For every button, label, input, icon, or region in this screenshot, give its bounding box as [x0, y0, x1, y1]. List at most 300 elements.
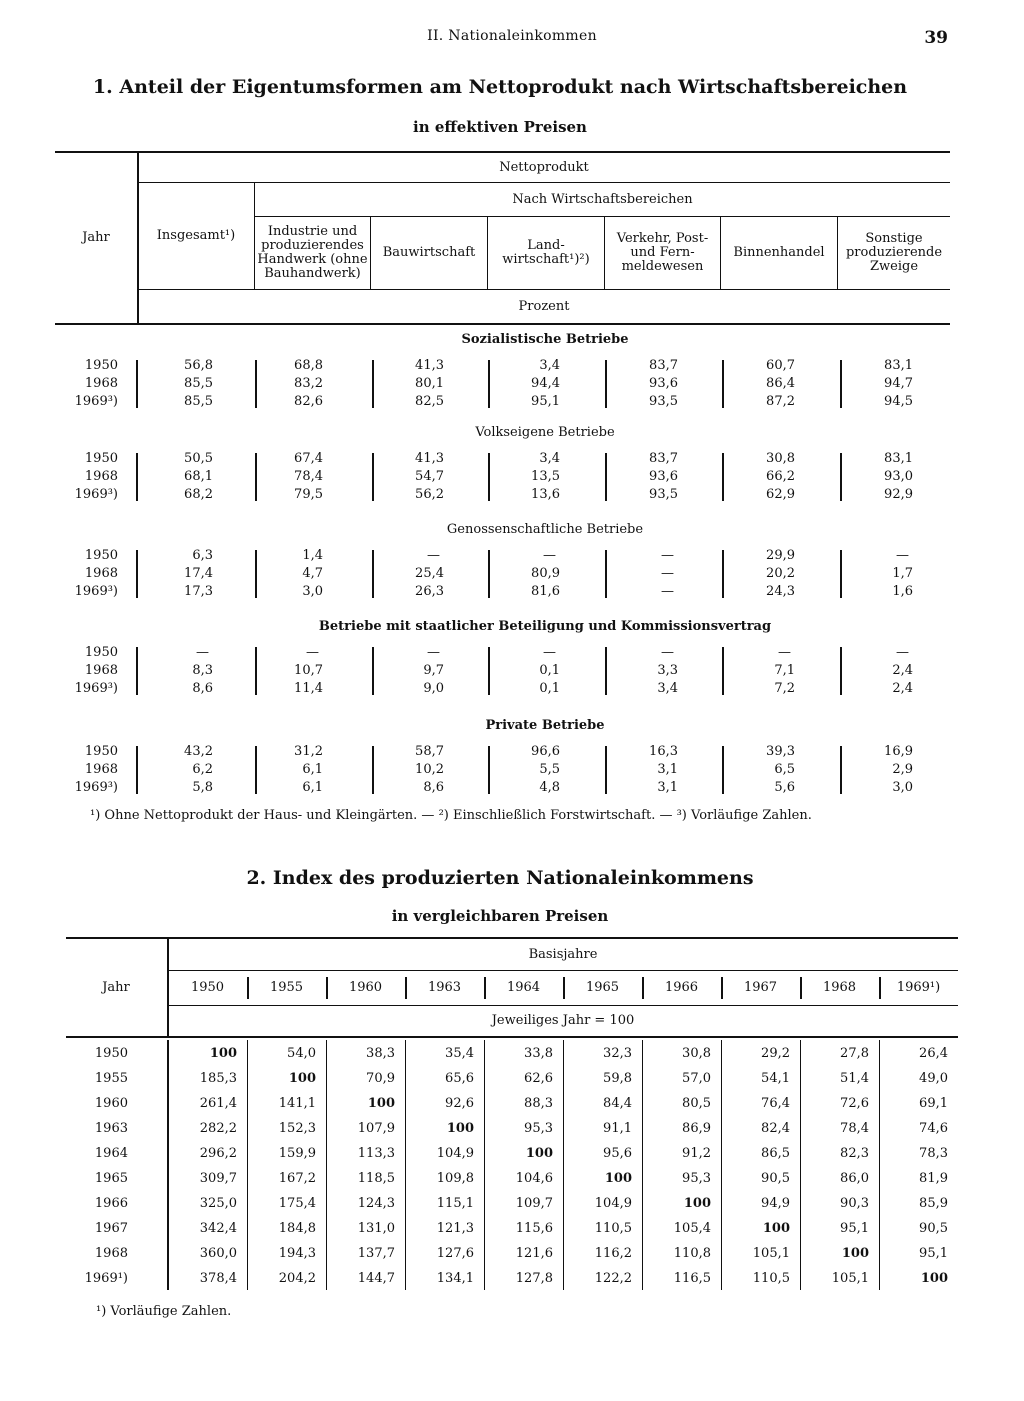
table1-column-separator — [840, 647, 842, 695]
table1-cell: 68,2 — [184, 487, 213, 502]
table2-cell: 35,4 — [445, 1046, 474, 1061]
table2-cell: 95,3 — [524, 1121, 553, 1136]
table1-cell: 6,2 — [192, 762, 213, 777]
table2-row-year: 1964 — [94, 1146, 128, 1161]
table1-cell: 3,4 — [539, 358, 560, 373]
table1-row-year: 1950 — [84, 744, 118, 759]
table2-cell: 92,6 — [445, 1096, 474, 1111]
table1-cell: 3,3 — [657, 663, 678, 678]
table1-cell: — — [778, 645, 791, 660]
table2-cell: 54,1 — [761, 1071, 790, 1086]
table1-section-label: Private Betriebe — [485, 718, 605, 733]
table1-column-separator — [840, 360, 842, 408]
table2-cell: 100 — [841, 1246, 869, 1261]
table1-column-separator — [372, 360, 374, 408]
table2-cell: 325,0 — [199, 1196, 237, 1211]
table2-cell: 378,4 — [199, 1271, 237, 1286]
table2-cell: 104,9 — [594, 1196, 632, 1211]
table1-row-year: 1950 — [84, 645, 118, 660]
table2-cell: 159,9 — [278, 1146, 316, 1161]
table2-cell: 105,4 — [673, 1221, 711, 1236]
table1-cell: 6,5 — [774, 762, 795, 777]
table1-cell: 3,4 — [539, 451, 560, 466]
table1-cell: 16,9 — [884, 744, 913, 759]
table2-row-year: 1955 — [94, 1071, 128, 1086]
table1-cell: 7,1 — [774, 663, 795, 678]
table1-cell: 83,2 — [294, 376, 323, 391]
table1-column-separator — [605, 453, 607, 501]
table2-column-header: 1966 — [664, 980, 699, 995]
table1-column-header: Bauwirtschaft — [382, 245, 476, 260]
table2-column-header: 1963 — [427, 980, 462, 995]
table1-cell: 11,4 — [294, 681, 323, 696]
table2-cell: 54,0 — [287, 1046, 316, 1061]
table1-cell: 26,3 — [415, 584, 444, 599]
table1-column-separator — [488, 746, 490, 794]
table2-row-year: 1965 — [94, 1171, 128, 1186]
table2-cell: 91,2 — [682, 1146, 711, 1161]
table2-cell: 282,2 — [199, 1121, 237, 1136]
table1-column-separator — [722, 746, 724, 794]
table2-cell: 175,4 — [278, 1196, 316, 1211]
table2-cell: 74,6 — [919, 1121, 948, 1136]
table1-cell: — — [661, 566, 674, 581]
table1-cell: 4,8 — [539, 780, 560, 795]
table1-cell: 94,4 — [531, 376, 560, 391]
running-head: II. Nationaleinkommen — [427, 28, 597, 44]
table1-column-separator — [255, 453, 257, 501]
table1-subtitle: in effektiven Preisen — [413, 118, 587, 136]
table2-cell: 65,6 — [445, 1071, 474, 1086]
table1-cell: 25,4 — [415, 566, 444, 581]
table2-cell: 86,5 — [761, 1146, 790, 1161]
table2-column-separator — [642, 977, 644, 999]
table1-cell: 16,3 — [649, 744, 678, 759]
page-number: 39 — [924, 28, 948, 48]
table1-cell: 17,3 — [184, 584, 213, 599]
table1-cell: 62,9 — [766, 487, 795, 502]
table2-cell: 127,6 — [436, 1246, 474, 1261]
table2-cell: 185,3 — [199, 1071, 237, 1086]
table2-column-header: 1964 — [506, 980, 541, 995]
table1-cell: 2,4 — [892, 663, 913, 678]
table2-cell: 94,9 — [761, 1196, 790, 1211]
table1-cell: 80,1 — [415, 376, 444, 391]
table2-cell: 95,1 — [840, 1221, 869, 1236]
table1-column-separator — [255, 550, 257, 598]
table1-cell: 93,5 — [649, 394, 678, 409]
table1-cell: 81,6 — [531, 584, 560, 599]
table1-cell: — — [661, 645, 674, 660]
table2-cell: 109,7 — [515, 1196, 553, 1211]
table1-column-separator — [840, 453, 842, 501]
table1-header-nettoprodukt: Nettoprodukt — [499, 159, 589, 175]
table1-cell: 5,5 — [539, 762, 560, 777]
table1-column-header: Land-wirtschaft¹)²) — [502, 238, 590, 267]
table1-cell: 1,7 — [892, 566, 913, 581]
table1-cell: 6,1 — [302, 762, 323, 777]
table1-cell: 83,1 — [884, 451, 913, 466]
table1-column-header: Insgesamt¹) — [156, 228, 236, 243]
table2-cell: 141,1 — [278, 1096, 316, 1111]
table2-header-jeweiliges: Jeweiliges Jahr = 100 — [491, 1013, 635, 1028]
table1-cell: 13,6 — [531, 487, 560, 502]
table2-cell: 137,7 — [357, 1246, 395, 1261]
table1-cell: 30,8 — [766, 451, 795, 466]
table1-cell: 58,7 — [415, 744, 444, 759]
table2-column-header: 1969¹) — [896, 980, 941, 995]
table2-cell: 115,1 — [436, 1196, 474, 1211]
table2-cell: 76,4 — [761, 1096, 790, 1111]
table2-cell: 204,2 — [278, 1271, 316, 1286]
table2-cell: 118,5 — [357, 1171, 395, 1186]
table1-cell: 29,9 — [766, 548, 795, 563]
table1-column-separator — [722, 550, 724, 598]
table1-cell: 95,1 — [531, 394, 560, 409]
table1-section-label: Sozialistische Betriebe — [461, 332, 629, 347]
table1-cell: — — [427, 645, 440, 660]
table1-cell: 41,3 — [415, 358, 444, 373]
table2-cell: 86,0 — [840, 1171, 869, 1186]
table1-column-separator — [488, 647, 490, 695]
table1-cell: — — [427, 548, 440, 563]
table2-body-vrule — [405, 1040, 406, 1290]
table2-cell: 127,8 — [515, 1271, 553, 1286]
table1-row-year: 1968 — [84, 469, 118, 484]
table2-cell: 100 — [209, 1046, 237, 1061]
table1-cell: 5,8 — [192, 780, 213, 795]
table1-cell: 20,2 — [766, 566, 795, 581]
table2-cell: 360,0 — [199, 1246, 237, 1261]
table1-vrule-col3 — [487, 217, 488, 289]
table1-column-separator — [488, 453, 490, 501]
table2-body-vrule — [563, 1040, 564, 1290]
table1-row-year: 1969³) — [74, 584, 118, 599]
table1-cell: 92,9 — [884, 487, 913, 502]
table2-cell: 124,3 — [357, 1196, 395, 1211]
table1-header-jahr: Jahr — [82, 230, 110, 245]
table2-cell: 110,5 — [752, 1271, 790, 1286]
table1-cell: 68,1 — [184, 469, 213, 484]
table1-cell: 82,6 — [294, 394, 323, 409]
table1-cell: 83,7 — [649, 451, 678, 466]
table2-cell: 100 — [367, 1096, 395, 1111]
table1-cell: 6,3 — [192, 548, 213, 563]
table2-cell: 51,4 — [840, 1071, 869, 1086]
table2-cell: 100 — [920, 1271, 948, 1286]
table1-column-separator — [840, 550, 842, 598]
table1-section-label: Volkseigene Betriebe — [475, 425, 615, 440]
table2-cell: 81,9 — [919, 1171, 948, 1186]
table1-cell: 50,5 — [184, 451, 213, 466]
table2-body-vrule-jahr — [167, 1040, 169, 1290]
table2-column-separator — [326, 977, 328, 999]
table1-cell: 3,1 — [657, 780, 678, 795]
table1-column-separator — [136, 647, 138, 695]
table1-column-separator — [136, 453, 138, 501]
table1-cell: 10,2 — [415, 762, 444, 777]
table1-column-separator — [136, 360, 138, 408]
table2-cell: 342,4 — [199, 1221, 237, 1236]
table2-cell: 144,7 — [357, 1271, 395, 1286]
table1-cell: 3,1 — [657, 762, 678, 777]
table2-cell: 105,1 — [831, 1271, 869, 1286]
table1-row-year: 1969³) — [74, 681, 118, 696]
table2-cell: 309,7 — [199, 1171, 237, 1186]
table1-title: 1. Anteil der Eigentumsformen am Nettoprodukt nach Wirtschaftsbereichen — [92, 76, 908, 98]
table2-column-header: 1955 — [269, 980, 304, 995]
table2-cell: 100 — [604, 1171, 632, 1186]
table1-cell: 8,6 — [192, 681, 213, 696]
table1-cell: 94,7 — [884, 376, 913, 391]
table1-cell: 85,5 — [184, 394, 213, 409]
table1-column-separator — [136, 746, 138, 794]
table1-vrule-col6 — [837, 217, 838, 289]
table1-cell: 86,4 — [766, 376, 795, 391]
table2-cell: 90,5 — [761, 1171, 790, 1186]
table1-column-separator — [255, 647, 257, 695]
table1-cell: 2,9 — [892, 762, 913, 777]
table1-column-header: Industrie und produzierendes Handwerk (ohne Bauhandwerk) — [257, 224, 368, 281]
table2-column-separator — [879, 977, 881, 999]
table2-row-year: 1963 — [94, 1121, 128, 1136]
table2-cell: 78,4 — [840, 1121, 869, 1136]
table1-column-separator — [488, 360, 490, 408]
table2-cell: 70,9 — [366, 1071, 395, 1086]
table2-cell: 30,8 — [682, 1046, 711, 1061]
table2-row-year: 1968 — [94, 1246, 128, 1261]
table1-column-header: Binnenhandel — [733, 245, 825, 260]
table1-column-separator — [605, 360, 607, 408]
table1-row-year: 1950 — [84, 451, 118, 466]
table2-cell: 38,3 — [366, 1046, 395, 1061]
table1-row-year: 1969³) — [74, 780, 118, 795]
table2-cell: 86,9 — [682, 1121, 711, 1136]
table2-cell: 115,6 — [515, 1221, 553, 1236]
table1-cell: — — [896, 548, 909, 563]
table2-cell: 80,5 — [682, 1096, 711, 1111]
table2-cell: 26,4 — [919, 1046, 948, 1061]
table1-vrule-col4 — [604, 217, 605, 289]
table1-cell: 67,4 — [294, 451, 323, 466]
table1-cell: 8,3 — [192, 663, 213, 678]
table1-cell: 9,7 — [423, 663, 444, 678]
table1-cell: 93,6 — [649, 469, 678, 484]
table1-cell: — — [543, 645, 556, 660]
table2-cell: 104,9 — [436, 1146, 474, 1161]
table2-cell: 104,6 — [515, 1171, 553, 1186]
table1-vrule-col2 — [370, 217, 371, 289]
table1-cell: — — [543, 548, 556, 563]
table2-cell: 152,3 — [278, 1121, 316, 1136]
table1-column-separator — [372, 746, 374, 794]
table1-footnote: ¹) Ohne Nettoprodukt der Haus- und Kleingärten. — ²) Einschließlich Forstwirtschaft. — ³) Vorläufige Zahlen. — [90, 808, 812, 823]
table2-cell: 100 — [762, 1221, 790, 1236]
table2-cell: 33,8 — [524, 1046, 553, 1061]
table2-cell: 100 — [288, 1071, 316, 1086]
table2-column-separator — [484, 977, 486, 999]
table1-column-separator — [722, 647, 724, 695]
table1-cell: 96,6 — [531, 744, 560, 759]
table2-row-year: 1950 — [94, 1046, 128, 1061]
table2-cell: 131,0 — [357, 1221, 395, 1236]
table2-title: 2. Index des produzierten Nationaleinkommens — [246, 867, 754, 889]
table2-cell: 122,2 — [594, 1271, 632, 1286]
table1-cell: 80,9 — [531, 566, 560, 581]
table2-cell: 167,2 — [278, 1171, 316, 1186]
table2-cell: 82,3 — [840, 1146, 869, 1161]
table2-cell: 84,4 — [603, 1096, 632, 1111]
table2-column-separator — [563, 977, 565, 999]
table2-column-separator — [721, 977, 723, 999]
table1-cell: 56,2 — [415, 487, 444, 502]
table2-cell: 95,1 — [919, 1246, 948, 1261]
table2-cell: 121,6 — [515, 1246, 553, 1261]
table1-column-separator — [488, 550, 490, 598]
table2-cell: 105,1 — [752, 1246, 790, 1261]
table2-row-year: 1969¹) — [84, 1271, 128, 1286]
table1-cell: — — [661, 584, 674, 599]
table1-row-year: 1968 — [84, 762, 118, 777]
table1-cell: 39,3 — [766, 744, 795, 759]
table1-row-year: 1950 — [84, 548, 118, 563]
table1-cell: 78,4 — [294, 469, 323, 484]
table1-cell: 41,3 — [415, 451, 444, 466]
table2-cell: 194,3 — [278, 1246, 316, 1261]
table2-column-header: 1968 — [822, 980, 857, 995]
table1-cell: 8,6 — [423, 780, 444, 795]
table2-column-separator — [247, 977, 249, 999]
table2-body-vrule — [879, 1040, 880, 1290]
table2-cell: 110,8 — [673, 1246, 711, 1261]
table1-cell: 85,5 — [184, 376, 213, 391]
table1-column-separator — [255, 746, 257, 794]
table1-cell: 93,5 — [649, 487, 678, 502]
table2-cell: 261,4 — [199, 1096, 237, 1111]
table1-cell: 0,1 — [539, 681, 560, 696]
table2-cell: 69,1 — [919, 1096, 948, 1111]
table2-cell: 134,1 — [436, 1271, 474, 1286]
table1-column-separator — [372, 647, 374, 695]
table1-column-header: Sonstige produzierende Zweige — [845, 231, 943, 274]
table1-cell: — — [196, 645, 209, 660]
table2-column-header: 1967 — [743, 980, 778, 995]
table2-body-vrule — [326, 1040, 327, 1290]
table1-header-nach: Nach Wirtschaftsbereichen — [512, 191, 693, 207]
table2-cell: 296,2 — [199, 1146, 237, 1161]
table1-cell: 10,7 — [294, 663, 323, 678]
table1-cell: 31,2 — [294, 744, 323, 759]
table2-cell: 27,8 — [840, 1046, 869, 1061]
table1-column-header: Verkehr, Post- und Fern-meldewesen — [616, 231, 709, 274]
table1-column-separator — [722, 453, 724, 501]
table2-column-header: 1960 — [348, 980, 383, 995]
table2-cell: 116,2 — [594, 1246, 632, 1261]
table1-cell: 3,4 — [657, 681, 678, 696]
table2-cell: 91,1 — [603, 1121, 632, 1136]
table1-cell: 13,5 — [531, 469, 560, 484]
table2-cell: 116,5 — [673, 1271, 711, 1286]
table1-section-label: Betriebe mit staatlicher Beteiligung und Kommissionsvertrag — [318, 619, 772, 634]
table1-row-year: 1969³) — [74, 487, 118, 502]
table1-cell: 2,4 — [892, 681, 913, 696]
table1-cell: 1,6 — [892, 584, 913, 599]
table2-cell: 110,5 — [594, 1221, 632, 1236]
table1-cell: 6,1 — [302, 780, 323, 795]
table1-cell: 79,5 — [294, 487, 323, 502]
table1-cell: 60,7 — [766, 358, 795, 373]
table1-vrule-col5 — [720, 217, 721, 289]
table2-cell: 29,2 — [761, 1046, 790, 1061]
table2-cell: 85,9 — [919, 1196, 948, 1211]
table1-cell: 3,0 — [302, 584, 323, 599]
table2-header-jahr: Jahr — [102, 979, 130, 995]
table2-cell: 88,3 — [524, 1096, 553, 1111]
table2-header-bottom-rule — [66, 1036, 958, 1038]
table2-cell: 95,6 — [603, 1146, 632, 1161]
table2-cell: 90,3 — [840, 1196, 869, 1211]
table2-column-separator — [800, 977, 802, 999]
table2-cell: 100 — [446, 1121, 474, 1136]
table1-row-year: 1968 — [84, 376, 118, 391]
table1-row-year: 1950 — [84, 358, 118, 373]
table2-cell: 72,6 — [840, 1096, 869, 1111]
table1-cell: 7,2 — [774, 681, 795, 696]
table2-cell: 78,3 — [919, 1146, 948, 1161]
table1-column-separator — [840, 746, 842, 794]
table1-column-separator — [372, 550, 374, 598]
table1-cell: — — [306, 645, 319, 660]
table1-cell: 93,0 — [884, 469, 913, 484]
table2-cell: 121,3 — [436, 1221, 474, 1236]
table2-cell: 62,6 — [524, 1071, 553, 1086]
table1-row-year: 1969³) — [74, 394, 118, 409]
table1-column-separator — [136, 550, 138, 598]
table1-column-separator — [722, 360, 724, 408]
table2-cell: 95,3 — [682, 1171, 711, 1186]
table1-cell: 68,8 — [294, 358, 323, 373]
table1-column-separator — [605, 746, 607, 794]
table1-cell: 94,5 — [884, 394, 913, 409]
table2-column-separator — [405, 977, 407, 999]
table1-column-separator — [605, 550, 607, 598]
table2-body-vrule — [484, 1040, 485, 1290]
table2-cell: 113,3 — [357, 1146, 395, 1161]
table1-cell: 4,7 — [302, 566, 323, 581]
table2-cell: 100 — [525, 1146, 553, 1161]
table1-cell: — — [896, 645, 909, 660]
table1-cell: 1,4 — [302, 548, 323, 563]
table1-row-year: 1968 — [84, 566, 118, 581]
table2-cell: 59,8 — [603, 1071, 632, 1086]
table1-cell: 66,2 — [766, 469, 795, 484]
table1-header-bottom-rule — [55, 323, 950, 325]
table2-footnote: ¹) Vorläufige Zahlen. — [96, 1304, 232, 1319]
table1-cell: 17,4 — [184, 566, 213, 581]
table1-cell: 24,3 — [766, 584, 795, 599]
table1-cell: 0,1 — [539, 663, 560, 678]
table1-cell: 5,6 — [774, 780, 795, 795]
table2-subtitle: in vergleichbaren Preisen — [391, 907, 609, 925]
table1-row-year: 1968 — [84, 663, 118, 678]
table1-section-label: Genossenschaftliche Betriebe — [446, 522, 644, 537]
table1-header-prozent: Prozent — [518, 298, 570, 314]
table2-body-vrule — [721, 1040, 722, 1290]
table2-header-basisjahre: Basisjahre — [528, 946, 598, 962]
table2-column-header: 1950 — [190, 980, 225, 995]
table1-cell: 9,0 — [423, 681, 444, 696]
table1-cell: 43,2 — [184, 744, 213, 759]
